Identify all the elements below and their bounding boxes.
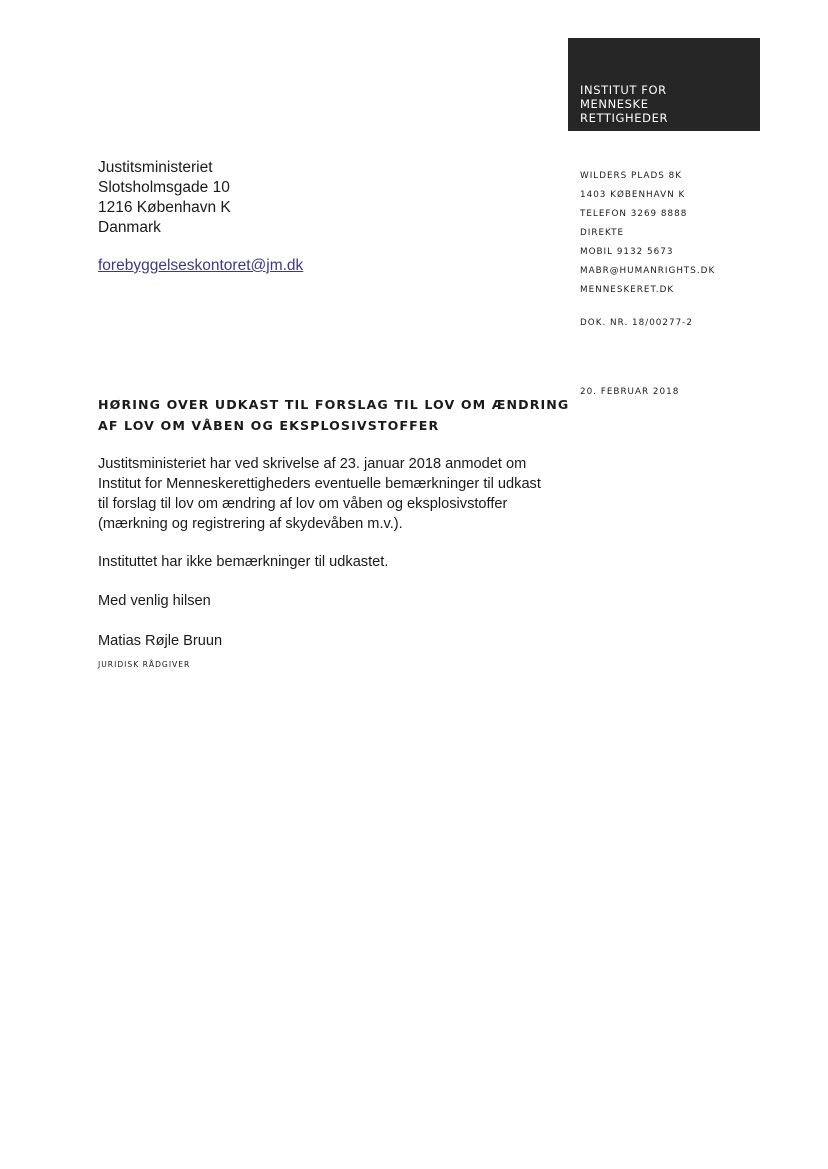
sender-direct: DIREKTE (580, 228, 625, 238)
recipient-line: Slotsholmsgade 10 (98, 179, 230, 196)
letter-date: 20. FEBRUAR 2018 (580, 387, 680, 397)
recipient-line: Danmark (98, 219, 161, 236)
institution-logo (580, 83, 668, 125)
paragraph-line: Justitsministeriet har ved skrivelse af 23. januar 2018 anmodet om (98, 456, 527, 472)
sender-contact-block (580, 167, 715, 300)
closing-greeting: Med venlig hilsen (98, 593, 211, 609)
sender-phone: TELEFON 3269 8888 (580, 209, 688, 219)
body-paragraph-2: Instituttet har ikke bemærkninger til udkastet. (98, 554, 389, 570)
signer-name: Matias Røjle Bruun (98, 633, 223, 649)
recipient-address (98, 158, 231, 238)
sender-email: MABR@HUMANRIGHTS.DK (580, 266, 716, 276)
paragraph-line: Institut for Menneskerettigheders eventuelle bemærkninger til udkast (98, 476, 541, 492)
sender-address-street: WILDERS PLADS 8K (580, 171, 682, 181)
heading-line: AF LOV OM VÅBEN OG EKSPLOSIVSTOFFER (98, 418, 440, 433)
paragraph-line: til forslag til lov om ændring af lov om våben og eksplosivstoffer (98, 496, 508, 512)
logo-line: INSTITUT FOR (580, 83, 667, 97)
recipient-line: 1216 København K (98, 199, 231, 216)
recipient-email-link[interactable]: forebyggelseskontoret@jm.dk (98, 257, 304, 274)
document-number: DOK. NR. 18/00277-2 (580, 318, 693, 328)
logo-line: RETTIGHEDER (580, 111, 669, 125)
recipient-line: Justitsministeriet (98, 159, 213, 176)
sender-website: MENNESKERET.DK (580, 285, 675, 295)
signer-title: JURIDISK RÅDGIVER (98, 660, 191, 669)
letter-heading (98, 394, 569, 436)
body-paragraph-1 (98, 454, 541, 534)
paragraph-line: (mærkning og registrering af skydevåben m.v.). (98, 516, 403, 532)
sender-mobile: MOBIL 9132 5673 (580, 247, 674, 257)
sender-address-city: 1403 KØBENHAVN K (580, 190, 686, 200)
heading-line: HØRING OVER UDKAST TIL FORSLAG TIL LOV OM ÆNDRING (98, 397, 570, 412)
logo-line: MENNESKE (580, 97, 649, 111)
